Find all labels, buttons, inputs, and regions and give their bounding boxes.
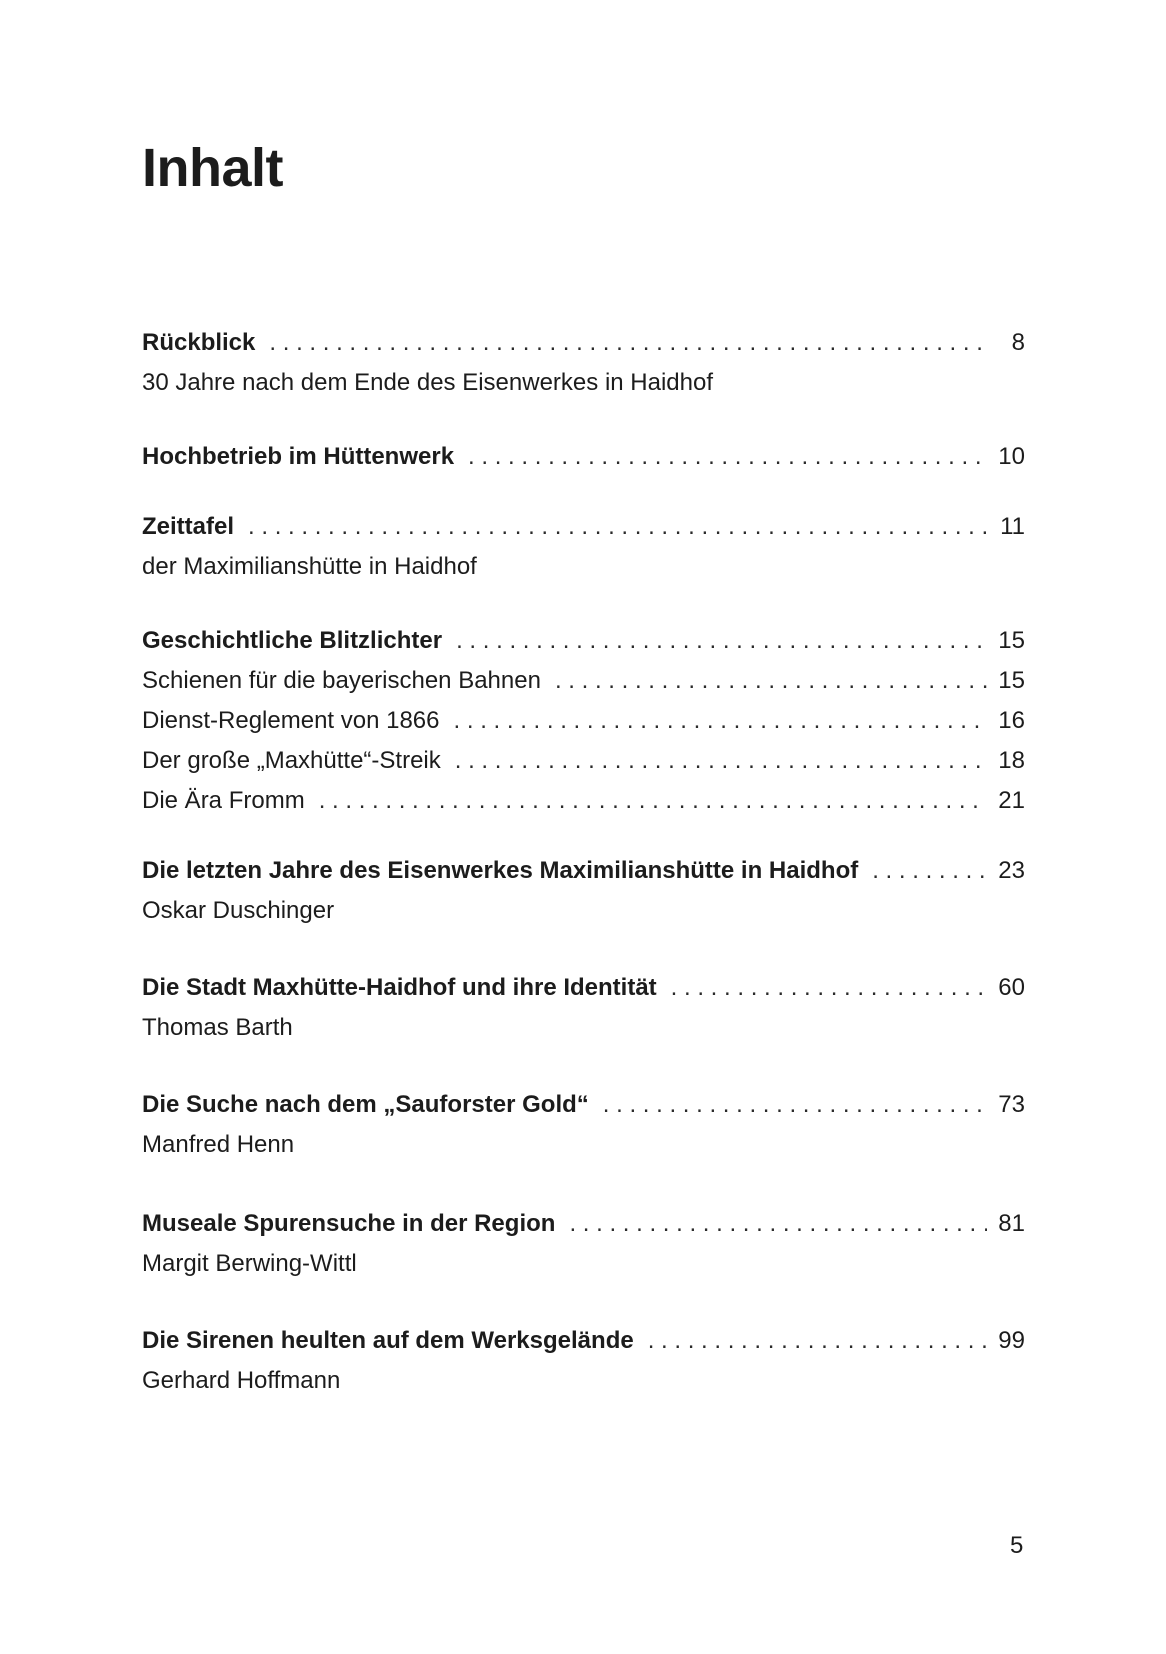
toc-row[interactable]	[142, 851, 1025, 891]
toc-entry-author: Manfred Henn	[142, 1131, 295, 1158]
toc-row[interactable]	[142, 507, 1025, 547]
toc-entry-author: Gerhard Hoffmann	[142, 1367, 341, 1394]
dot-leader	[648, 1321, 987, 1361]
toc-entry-title: Rückblick	[142, 329, 256, 356]
toc-subentry[interactable]	[142, 701, 1025, 741]
dot-leader	[319, 781, 987, 821]
toc-entry-title: Die Sirenen heulten auf dem Werksgelände	[142, 1327, 634, 1354]
toc-entry-title: Die Suche nach dem „Sauforster Gold“	[142, 1091, 589, 1118]
dot-leader	[269, 323, 987, 363]
toc-entry	[142, 1085, 1025, 1165]
toc-entry-author: Oskar Duschinger	[142, 897, 335, 924]
toc-row[interactable]	[142, 323, 1025, 363]
toc-row[interactable]	[142, 1204, 1025, 1244]
dot-leader	[456, 621, 987, 661]
toc-row[interactable]	[142, 621, 1025, 661]
toc-entry	[142, 323, 1025, 403]
toc-subentry[interactable]	[142, 741, 1025, 781]
dot-leader	[603, 1085, 987, 1125]
toc-subentry[interactable]	[142, 661, 1025, 701]
toc-entry-title: Museale Spurensuche in der Region	[142, 1210, 556, 1237]
toc-page-number: 60	[998, 974, 1025, 1001]
toc-page-number: 18	[998, 747, 1025, 774]
toc-entry-title: Hochbetrieb im Hüttenwerk	[142, 443, 455, 470]
toc-subentry-title: Schienen für die bayerischen Bahnen	[142, 667, 541, 694]
toc-entry-title: Die letzten Jahre des Eisenwerkes Maximilianshütte in Haidhof	[142, 857, 859, 884]
toc-page-number: 10	[998, 443, 1025, 470]
toc-entry	[142, 1321, 1025, 1401]
toc-page-number: 81	[998, 1210, 1025, 1237]
page-number: 5	[1010, 1532, 1024, 1559]
toc-entry	[142, 851, 1025, 931]
toc-page-number: 11	[1000, 513, 1025, 540]
dot-leader	[872, 851, 987, 891]
toc-page-number: 73	[998, 1091, 1025, 1118]
toc-subentry[interactable]	[142, 781, 1025, 821]
toc-page-number: 15	[998, 667, 1025, 694]
toc-subentry-title: Der große „Maxhütte“-Streik	[142, 747, 441, 774]
toc-row[interactable]	[142, 437, 1025, 477]
toc-entry-title: Die Stadt Maxhütte-Haidhof und ihre Identität	[142, 974, 657, 1001]
toc-page-number: 16	[998, 707, 1025, 734]
toc-entry-title: Geschichtliche Blitzlichter	[142, 627, 443, 654]
toc-page-number: 8	[1011, 329, 1025, 356]
dot-leader	[569, 1204, 987, 1244]
toc-row[interactable]	[142, 968, 1025, 1008]
dot-leader	[468, 437, 987, 477]
toc-entry	[142, 437, 1025, 477]
toc-subentry-title: Dienst-Reglement von 1866	[142, 707, 440, 734]
toc-entry	[142, 507, 1025, 587]
toc-entry-title: Zeittafel	[142, 513, 235, 540]
toc-page-number: 99	[998, 1327, 1025, 1354]
dot-leader	[555, 661, 987, 701]
toc-page-number: 21	[998, 787, 1025, 814]
toc-entry	[142, 1204, 1025, 1284]
toc-page-number: 23	[998, 857, 1025, 884]
dot-leader	[455, 741, 987, 781]
toc-entry	[142, 621, 1025, 821]
dot-leader	[454, 701, 987, 741]
toc-row[interactable]	[142, 1321, 1025, 1361]
toc-subentry-title: Die Ära Fromm	[142, 787, 305, 814]
toc-page-number: 15	[998, 627, 1025, 654]
toc-entry-subtitle: der Maximilianshütte in Haidhof	[142, 553, 477, 580]
toc-entry-subtitle: 30 Jahre nach dem Ende des Eisenwerkes in Haidhof	[142, 369, 714, 396]
dot-leader	[248, 507, 987, 547]
toc-entry-author: Margit Berwing-Wittl	[142, 1250, 357, 1277]
page-title: Inhalt	[142, 138, 283, 198]
toc-entry	[142, 968, 1025, 1048]
toc-row[interactable]	[142, 1085, 1025, 1125]
toc-entry-author: Thomas Barth	[142, 1014, 293, 1041]
dot-leader	[671, 968, 987, 1008]
